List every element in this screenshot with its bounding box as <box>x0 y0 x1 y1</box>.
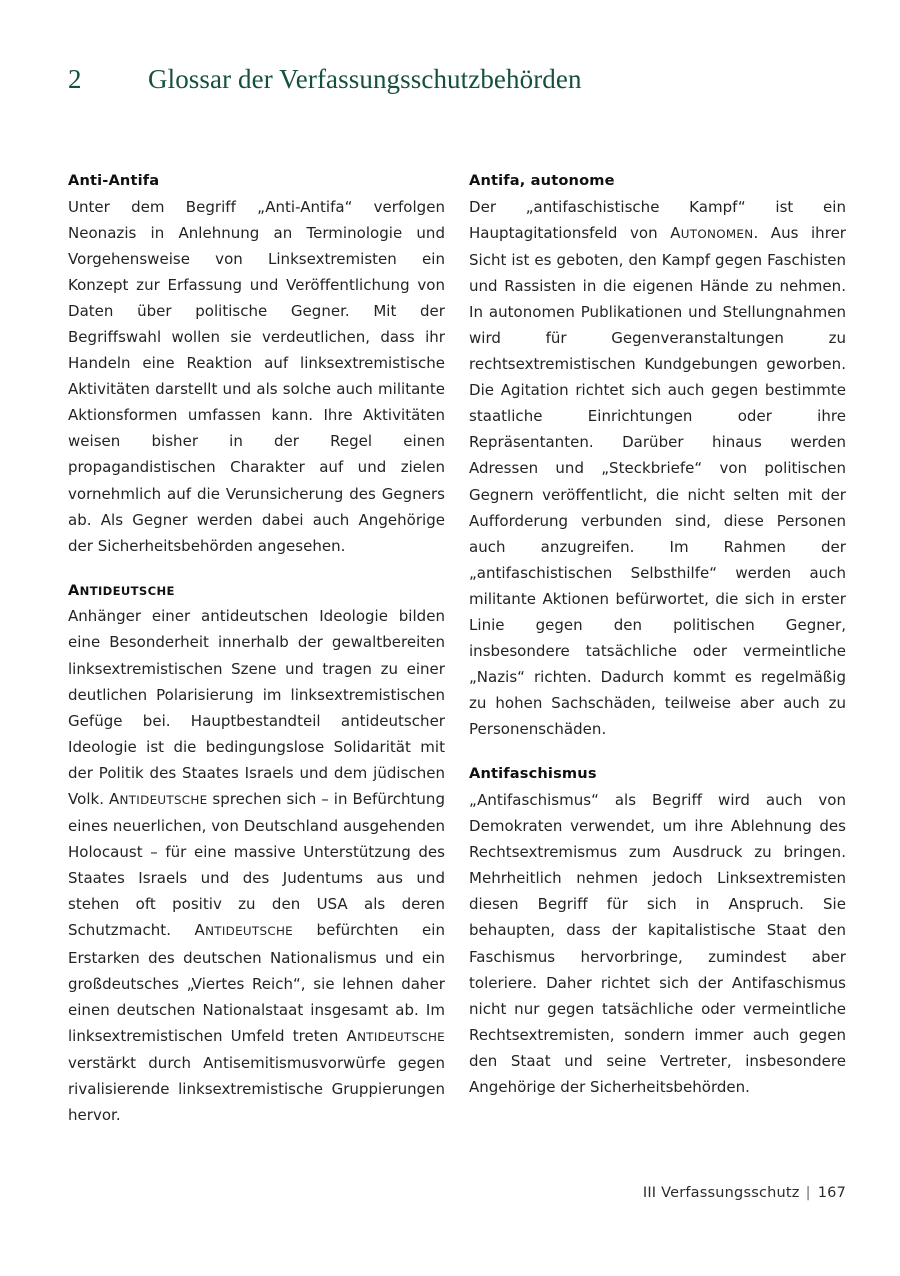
entry-term-antifa-autonome: Antifa, autonome <box>469 172 615 189</box>
entry-term-antideutsche-initial: A <box>68 581 80 599</box>
chapter-number: 2 <box>68 64 82 94</box>
entry-body-antideutsche <box>68 603 445 1128</box>
chapter-title: Glossar der Verfassungsschutzbehörden <box>148 64 582 94</box>
entry-body-antideutsche-part4: verstärkt durch Antisemitismusvorwürfe gegen rivalisierende linksextremistische Gruppierungen hervor. <box>68 1053 445 1125</box>
entry-body-antideutsche-part1: Anhänger einer antideutschen Ideologie bilden eine Besonderheit innerhalb der gewaltbereiten linksextremistischen Szene und tragen zu einer deutlichen Polarisierung im linksextremistischen Gefüge bei. Hauptbestandteil antideutscher Ideologie ist die bedingungslose Solidarität mit der Politik des Staates Israels und dem jüdischen Volk. <box>68 607 445 808</box>
entry-term-antideutsche-rest: NTIDEUTSCHE <box>79 583 175 598</box>
footer-separator: | <box>805 1185 811 1201</box>
entry-body-anti-antifa: Unter dem Begriff „Anti-Antifa“ verfolgen Neonazis in Anlehnung an Terminologie und Vorgehensweise von Linksextremisten ein Konzept zur Erfassung und Veröffentlichung von Daten über politische Gegner. Mit der Begriffswahl wollen sie verdeutlichen, dass ihr Handeln eine Reaktion auf linksextremistische Aktivitäten darstellt und als solche auch militante Aktionsformen umfassen kann. Ihre Aktivitäten weisen bisher in der Regel einen propagandistischen Charakter auf und zielen vornehmlich auf die Verunsicherung des Gegners ab. Als Gegner werden dabei auch Angehörige der Sicherheitsbehörden angesehen. <box>68 197 445 555</box>
entry-body-antifa-part1: Der „antifaschistische Kampf“ ist ein Hauptagitationsfeld von <box>469 197 846 242</box>
cross-reference-antideutsche-3 <box>347 1027 445 1045</box>
cross-reference-rest: UTONOMEN <box>680 226 754 241</box>
entry-body-antifa-part2: . Aus ihrer Sicht ist es geboten, den Kampf gegen Faschisten und Rassisten in die eigenen Hände zu nehmen. In autonomen Publikationen und Stellungnahmen wird für Gegenveranstaltungen zu rechtsextremistischen Kundgebungen geworben. Die Agitation richtet sich auch gegen bestimmte staatliche Einrichtungen oder ihre Repräsentanten. Darüber hinaus werden Adressen und „Steckbriefe“ von politischen Gegnern veröffentlicht, die nicht selten mit der Aufforderung verbunden sind, diese Personen auch anzugreifen. Im Rahmen der „antifaschistischen Selbsthilfe“ werden auch militante Aktionen befürwortet, die sich in erster Linie gegen den politischen Gegner, insbesondere tatsächliche oder vermeintliche „Nazis“ richten. Dadurch kommt es regelmäßig zu hohen Sachschäden, teilweise aber auch zu Personenschäden. <box>469 223 846 739</box>
cross-reference-rest: NTIDEUTSCHE <box>205 924 293 939</box>
chapter-header <box>68 62 848 96</box>
entry-term-antideutsche <box>68 580 445 603</box>
cross-reference-antideutsche-2 <box>195 921 293 939</box>
cross-reference-rest: NTIDEUTSCHE <box>119 792 208 807</box>
cross-reference-initial: A <box>108 789 120 808</box>
glossary-entry-antifa-autonome <box>469 170 846 742</box>
entry-body-antideutsche-part2: sprechen sich – in Befürchtung eines neuerlichen, von Deutschland ausgehenden Holocaust – für eine massive Unterstützung des Staates Israels und des Judentums aus und stehen oft positiv zu den USA als deren Schutzmacht. <box>68 789 445 940</box>
glossary-entry-antideutsche <box>68 580 445 1128</box>
footer-section-label: III Verfassungsschutz <box>642 1185 800 1201</box>
glossary-entry-antifaschismus <box>469 763 846 1100</box>
entry-term-antifaschismus: Antifaschismus <box>469 765 597 783</box>
footer-page-number: 167 <box>817 1185 846 1201</box>
entry-body-antideutsche-part3: befürchten ein Erstarken des deutschen Nationalismus und ein großdeutsches „Viertes Reich“, sie lehnen daher einen deutschen Nationalstaat insgesamt ab. Im linksextremistischen Umfeld treten <box>68 921 445 1045</box>
glossary-entry-anti-antifa <box>68 170 445 559</box>
column-left <box>68 170 445 1128</box>
entry-term-anti-antifa: Anti-Antifa <box>68 172 160 189</box>
cross-reference-antideutsche-1 <box>109 790 207 808</box>
column-right <box>469 170 846 1128</box>
entry-body-antifaschismus: „Antifaschismus“ als Begriff wird auch von Demokraten verwendet, um ihre Ablehnung des Rechtsextremismus zum Ausdruck zu bringen. Mehrheitlich nehmen jedoch Linksextremisten diesen Begriff für sich in Anspruch. Sie behaupten, dass der kapitalistische Staat den Faschismus hervorbringe, zumindest aber toleriere. Daher richtet sich der Antifaschismus nicht nur gegen tatsächliche oder vermeintliche Rechtsextremisten, sondern immer auch gegen den Staat und seine Vertreter, insbesondere Angehörige der Sicherheitsbehörden. <box>469 790 846 1096</box>
cross-reference-initial: A <box>346 1026 358 1045</box>
page-footer <box>68 1183 846 1203</box>
glossary-columns <box>68 170 846 1128</box>
cross-reference-initial: A <box>194 921 206 940</box>
cross-reference-rest: NTIDEUTSCHE <box>357 1029 445 1044</box>
cross-reference-initial: A <box>670 223 681 242</box>
cross-reference-autonomen <box>670 224 753 242</box>
entry-body-antifa-autonome <box>469 194 846 743</box>
